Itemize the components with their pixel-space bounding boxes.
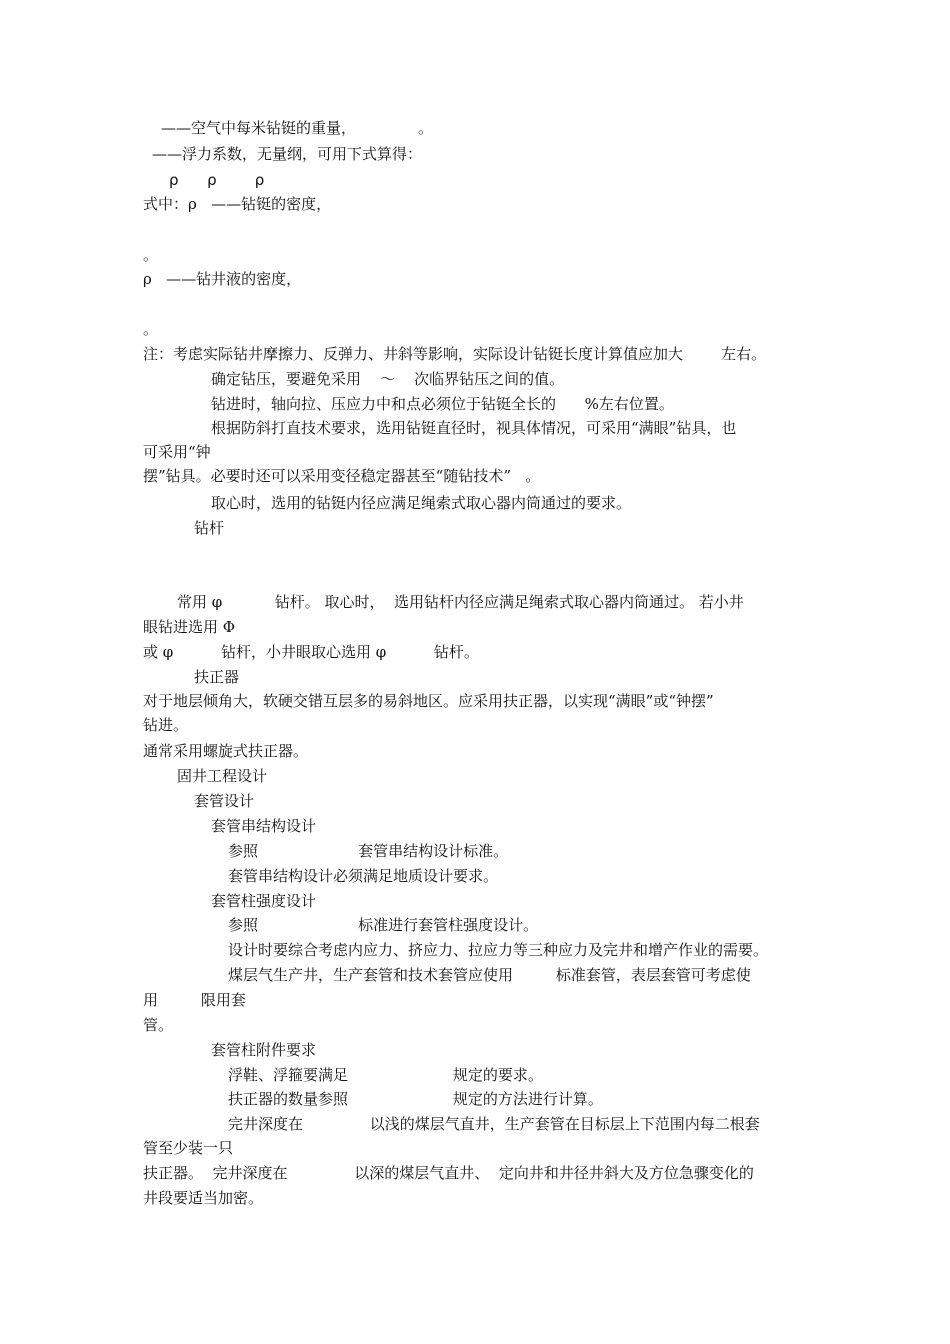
text-line-27: 套管串结构设计必须满足地质设计要求。	[228, 867, 499, 885]
text-line-14: 取心时，选用的钻铤内径应满足绳索式取心器内筒通过的要求。	[211, 494, 632, 512]
text-line-32: 用 限用套	[143, 991, 246, 1009]
text-line-21: 钻进。	[143, 716, 189, 734]
text-line-20: 对于地层倾角大，软硬交错互层多的易斜地区。应采用扶正器，以实现“满眼”或“钟摆”	[143, 692, 714, 710]
text-line-13: 摆”钻具。必要时还可以采用变径稳定器甚至“随钻技术” 。	[143, 467, 541, 485]
heading-drill-pipe: 钻杆	[194, 519, 225, 537]
text-line-18: 或 φ 钻杆，小井眼取心选用 φ 钻杆。	[143, 643, 479, 661]
text-line-6: ρ ——钻井液的密度，	[143, 270, 302, 288]
text-line-22: 通常采用螺旋式扶正器。	[143, 742, 309, 760]
text-line-9: 确定钻压，要避免采用 ～ 次临界钻压之间的值。	[211, 370, 565, 388]
text-line-1: ——空气中每米钻铤的重量， 。	[161, 119, 433, 137]
heading-cementing: 固井工程设计	[177, 767, 268, 785]
text-line-2: ——浮力系数，无量纲，可用下式算得：	[152, 145, 423, 163]
text-line-36: 扶正器的数量参照 规定的方法进行计算。	[228, 1090, 603, 1108]
heading-casing-design: 套管设计	[194, 792, 255, 810]
text-line-10: 钻进时，轴向拉、压应力中和点必须位于钻铤全长的 %左右位置。	[211, 395, 674, 413]
text-line-31: 煤层气生产井，生产套管和技术套管应使用 标准套管，表层套管可考虑使	[228, 966, 751, 984]
heading-centralizer: 扶正器	[194, 668, 240, 686]
heading-casing-strength: 套管柱强度设计	[211, 892, 317, 910]
text-line-37: 完井深度在 以浅的煤层气直井，生产套管在目标层上下范围内每二根套	[228, 1115, 760, 1133]
text-line-29: 参照 标准进行套管柱强度设计。	[228, 916, 539, 934]
text-line-39: 扶正器。 完井深度在 以深的煤层气直井、 定向井和井径井斜大及方位急骤变化的	[143, 1164, 754, 1182]
text-line-17: 眼钻进选用 Φ	[143, 618, 236, 636]
text-line-16: 常用 φ 钻杆。 取心时， 选用钻杆内径应满足绳索式取心器内筒通过。 若小井	[177, 593, 744, 611]
heading-casing-accessories: 套管柱附件要求	[211, 1041, 317, 1059]
text-line-4: 式中：ρ ——钻铤的密度，	[143, 195, 332, 213]
text-line-35: 浮鞋、浮箍要满足 规定的要求。	[228, 1066, 543, 1084]
note-line: 注：考虑实际钻井摩擦力、反弹力、井斜等影响，实际设计钻铤长度计算值应加大 左右。	[143, 345, 767, 363]
heading-casing-string: 套管串结构设计	[211, 817, 317, 835]
text-line-12: 可采用“钟	[143, 443, 211, 461]
text-line-11: 根据防斜打直技术要求，选用钻铤直径时，视具体情况，可采用“满眼”钻具，也	[211, 419, 737, 437]
text-line-7: 。	[143, 320, 159, 338]
text-line-33: 管。	[143, 1016, 174, 1034]
formula-line: ρ ρ ρ	[169, 171, 265, 189]
text-line-26: 参照 套管串结构设计标准。	[228, 842, 509, 860]
text-line-38: 管至少装一只	[143, 1139, 234, 1157]
text-line-5: 。	[143, 246, 159, 264]
text-line-40: 井段要适当加密。	[143, 1189, 264, 1207]
text-line-30: 设计时要综合考虑内应力、挤应力、拉应力等三种应力及完井和增产作业的需要。	[228, 941, 769, 959]
